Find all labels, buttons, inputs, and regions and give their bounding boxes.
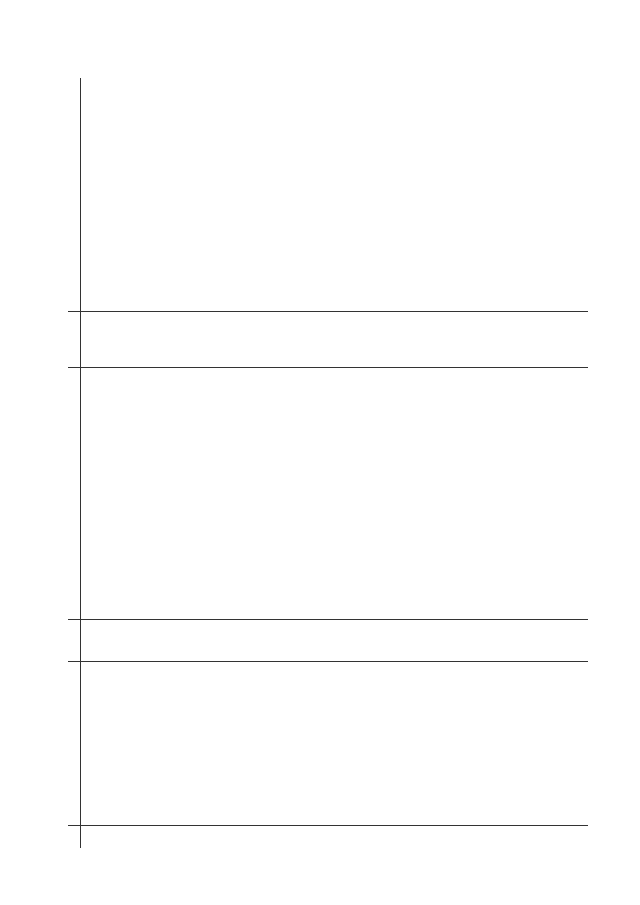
repair-schedule-table (68, 78, 588, 848)
table-header (68, 78, 81, 848)
col-divider (68, 825, 588, 826)
col-divider (68, 661, 588, 662)
col-divider (68, 367, 588, 368)
col-divider (68, 619, 588, 620)
col-divider (68, 311, 588, 312)
